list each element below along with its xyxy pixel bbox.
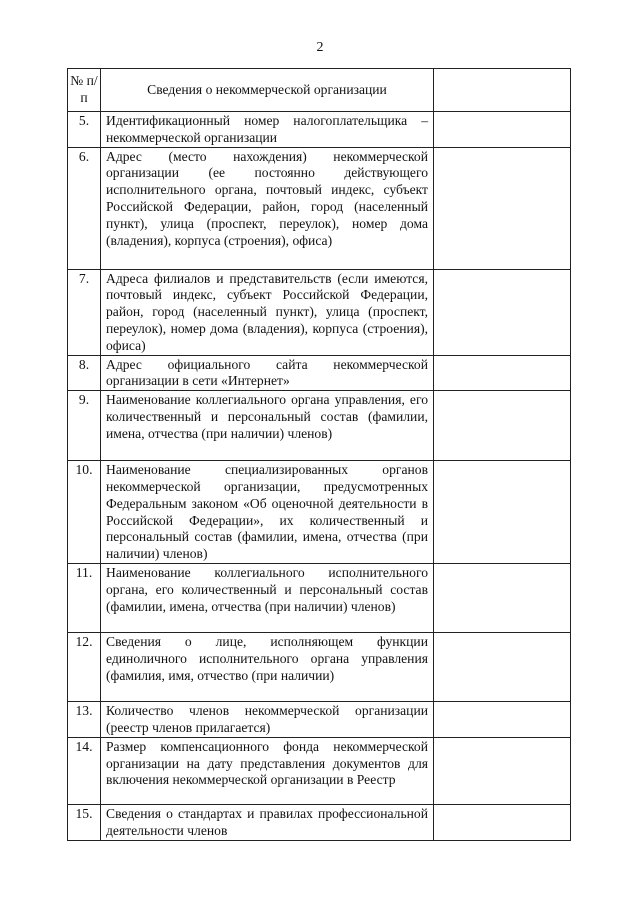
header-value-cell [434,69,571,112]
header-number-label: № п/п [68,69,101,112]
row-description: Наименование специализированных органов некоммерческой организации, предусмотренных Федеральным законом «Об оценочной деятельности в Российской Федерации», их количественный и персональный состав (фамилии, имена, отчества (при наличии) членов) [101,461,434,564]
row-number: 12. [68,633,101,702]
row-description: Сведения о стандартах и правилах профессиональной деятельности членов [101,804,434,840]
row-description: Идентификационный номер налогоплательщика – некоммерческой организации [101,112,434,148]
table-row [68,355,571,391]
row-number: 7. [68,269,101,355]
row-description: Сведения о лице, исполняющем функции единоличного исполнительного органа управления (фамилия, имя, отчество (при наличии) [101,633,434,702]
row-value-cell [434,461,571,564]
row-number: 9. [68,391,101,461]
table-row [68,147,571,269]
page-number: 2 [316,40,324,55]
row-value-cell [434,702,571,738]
row-number: 14. [68,737,101,804]
row-number: 5. [68,112,101,148]
row-value-cell [434,391,571,461]
row-value-cell [434,737,571,804]
row-number: 13. [68,702,101,738]
row-value-cell [434,355,571,391]
row-number: 6. [68,147,101,269]
row-number: 8. [68,355,101,391]
row-value-cell [434,633,571,702]
table-row [68,391,571,461]
table-row [68,702,571,738]
row-description: Количество членов некоммерческой организации (реестр членов прилагается) [101,702,434,738]
row-value-cell [434,269,571,355]
table-row [68,633,571,702]
row-description: Наименование коллегиального исполнительного органа, его количественный и персональный состав (фамилии, имена, отчества (при наличии) членов) [101,564,434,633]
row-number: 11. [68,564,101,633]
table-row [68,737,571,804]
table-header-row [68,69,571,112]
row-value-cell [434,147,571,269]
table-row [68,804,571,840]
header-description-label: Сведения о некоммерческой организации [101,69,434,112]
row-description: Размер компенсационного фонда некоммерческой организации на дату представления документов для включения некоммерческой организации в Реестр [101,737,434,804]
row-value-cell [434,112,571,148]
row-description: Наименование коллегиального органа управления, его количественный и персональный состав (фамилии, имена, отчества (при наличии) членов) [101,391,434,461]
table-row [68,112,571,148]
table-row [68,269,571,355]
row-number: 10. [68,461,101,564]
row-description: Адрес (место нахождения) некоммерческой организации (ее постоянно действующего исполнительного органа, почтовый индекс, субъект Российской Федерации, район, город (населенный пункт), улица (проспект, переулок), номер дома (владения), корпуса (строения), офиса) [101,147,434,269]
nko-info-table [67,68,571,841]
table-row [68,564,571,633]
row-number: 15. [68,804,101,840]
row-value-cell [434,804,571,840]
row-description: Адреса филиалов и представительств (если имеются, почтовый индекс, субъект Российской Федерации, район, город (населенный пункт), улица (проспект, переулок), номер дома (владения), корпуса (строения), офиса) [101,269,434,355]
row-description: Адрес официального сайта некоммерческой организации в сети «Интернет» [101,355,434,391]
table-row [68,461,571,564]
row-value-cell [434,564,571,633]
